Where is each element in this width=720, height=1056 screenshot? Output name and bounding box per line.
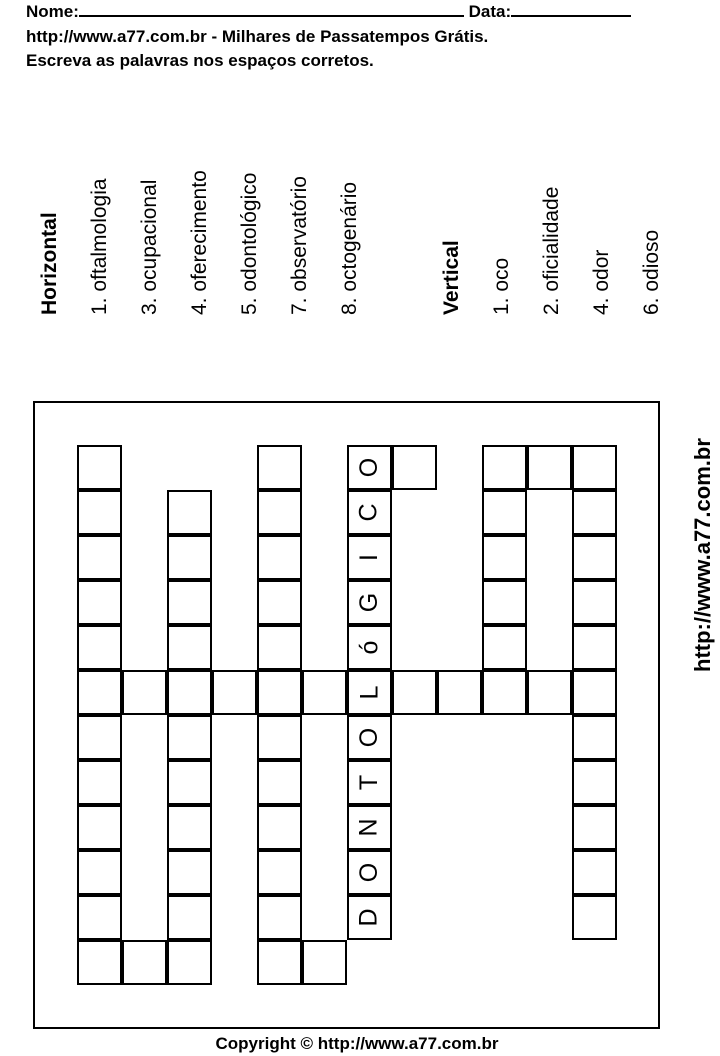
crossword-cell[interactable] xyxy=(347,625,392,670)
cell-letter: L xyxy=(355,685,383,700)
crossword-cell[interactable] xyxy=(437,670,482,715)
crossword-cell[interactable] xyxy=(347,535,392,580)
crossword-cell[interactable] xyxy=(167,490,212,535)
cell-letter: D xyxy=(355,908,383,927)
crossword-cell[interactable] xyxy=(257,670,302,715)
cell-letter: O xyxy=(354,727,383,748)
crossword-cell[interactable] xyxy=(167,580,212,625)
crossword-cell[interactable] xyxy=(347,445,392,490)
crossword-cell[interactable] xyxy=(257,715,302,760)
crossword-cell[interactable] xyxy=(347,580,392,625)
instruction: Escreva as palavras nos espaços corretos. xyxy=(26,51,374,70)
crossword-cell[interactable] xyxy=(167,760,212,805)
crossword-cell[interactable] xyxy=(572,670,617,715)
crossword-cell[interactable] xyxy=(572,625,617,670)
crossword-cell[interactable] xyxy=(77,895,122,940)
crossword-cell[interactable] xyxy=(527,670,572,715)
crossword-cell[interactable] xyxy=(392,445,437,490)
cell-letter: O xyxy=(354,457,383,478)
crossword-cell[interactable] xyxy=(572,580,617,625)
crossword-cell[interactable] xyxy=(572,805,617,850)
crossword-cell[interactable] xyxy=(122,670,167,715)
site-line: http://www.a77.com.br - Milhares de Passatempos Grátis. xyxy=(26,27,489,46)
horizontal-title: Horizontal xyxy=(38,212,61,315)
crossword-cell[interactable] xyxy=(347,850,392,895)
crossword-cell[interactable] xyxy=(77,850,122,895)
crossword-cell[interactable] xyxy=(167,625,212,670)
clue-horizontal: 3. ocupacional xyxy=(138,179,161,315)
crossword-cell[interactable] xyxy=(122,940,167,985)
clue-vertical: 2. oficialidade xyxy=(540,186,563,315)
crossword-cell[interactable] xyxy=(167,805,212,850)
clue-horizontal: 4. oferecimento xyxy=(188,170,211,315)
date-label: Data: xyxy=(468,2,512,21)
crossword-cell[interactable] xyxy=(347,895,392,940)
crossword-cell[interactable] xyxy=(482,580,527,625)
crossword-cell[interactable] xyxy=(347,490,392,535)
clue-vertical: 1. oco xyxy=(490,257,513,315)
crossword-cell[interactable] xyxy=(257,940,302,985)
cell-letter: ó xyxy=(355,640,383,655)
crossword-cell[interactable] xyxy=(77,670,122,715)
name-blank xyxy=(79,15,464,17)
crossword-cell[interactable] xyxy=(77,940,122,985)
crossword-cell[interactable] xyxy=(167,895,212,940)
crossword-cell[interactable] xyxy=(167,670,212,715)
crossword-cell[interactable] xyxy=(572,760,617,805)
crossword-cell[interactable] xyxy=(572,490,617,535)
crossword-cell[interactable] xyxy=(77,490,122,535)
date-blank xyxy=(511,15,631,17)
clue-vertical: 6. odioso xyxy=(640,229,663,315)
crossword-cell[interactable] xyxy=(77,805,122,850)
crossword-cell[interactable] xyxy=(302,940,347,985)
crossword-cell[interactable] xyxy=(167,535,212,580)
clue-list xyxy=(28,115,678,315)
copyright: Copyright © http://www.a77.com.br xyxy=(215,1034,499,1053)
crossword-cell[interactable] xyxy=(77,580,122,625)
cell-letter: N xyxy=(355,818,383,837)
name-date-line xyxy=(26,2,631,22)
crossword-cell[interactable] xyxy=(167,940,212,985)
crossword-cell[interactable] xyxy=(572,715,617,760)
cell-letter: C xyxy=(355,503,383,522)
crossword-cell[interactable] xyxy=(77,760,122,805)
crossword-cell[interactable] xyxy=(257,445,302,490)
cell-letter: T xyxy=(355,774,383,791)
crossword-cell[interactable] xyxy=(257,580,302,625)
crossword-cell[interactable] xyxy=(572,445,617,490)
crossword-cell[interactable] xyxy=(347,760,392,805)
crossword-cell[interactable] xyxy=(167,850,212,895)
name-label: Nome: xyxy=(26,2,79,21)
clue-horizontal: 1. oftalmologia xyxy=(88,178,111,315)
cell-letter: I xyxy=(354,554,383,561)
vertical-title: Vertical xyxy=(440,240,463,315)
cell-letter: G xyxy=(354,592,383,613)
side-url: http://www.a77.com.br xyxy=(690,438,715,672)
crossword-cell[interactable] xyxy=(257,625,302,670)
crossword-cell[interactable] xyxy=(392,670,437,715)
crossword-cell[interactable] xyxy=(257,850,302,895)
crossword-cell[interactable] xyxy=(347,715,392,760)
clue-horizontal: 5. odontológico xyxy=(238,172,261,315)
crossword-cell[interactable] xyxy=(482,670,527,715)
crossword-cell[interactable] xyxy=(257,805,302,850)
crossword-cell[interactable] xyxy=(167,715,212,760)
crossword-cell[interactable] xyxy=(257,490,302,535)
crossword-cell[interactable] xyxy=(572,895,617,940)
crossword-cell[interactable] xyxy=(482,445,527,490)
crossword-cell[interactable] xyxy=(257,895,302,940)
crossword-cell[interactable] xyxy=(482,625,527,670)
crossword-cell[interactable] xyxy=(482,490,527,535)
clue-vertical: 4. odor xyxy=(590,249,613,315)
crossword-cell[interactable] xyxy=(77,625,122,670)
crossword-cell[interactable] xyxy=(527,445,572,490)
crossword-cell[interactable] xyxy=(257,760,302,805)
crossword-cell[interactable] xyxy=(572,535,617,580)
crossword-cell[interactable] xyxy=(347,670,392,715)
crossword-cell[interactable] xyxy=(77,715,122,760)
crossword-cell[interactable] xyxy=(572,850,617,895)
cell-letter: O xyxy=(354,862,383,883)
crossword-cell[interactable] xyxy=(77,535,122,580)
crossword-cell[interactable] xyxy=(302,670,347,715)
clue-horizontal: 8. octogenário xyxy=(338,181,361,315)
crossword-cell[interactable] xyxy=(347,805,392,850)
crossword-cell[interactable] xyxy=(212,670,257,715)
crossword-cell[interactable] xyxy=(482,535,527,580)
crossword-cell[interactable] xyxy=(257,535,302,580)
clue-horizontal: 7. observatório xyxy=(288,176,311,315)
crossword-cell[interactable] xyxy=(77,445,122,490)
